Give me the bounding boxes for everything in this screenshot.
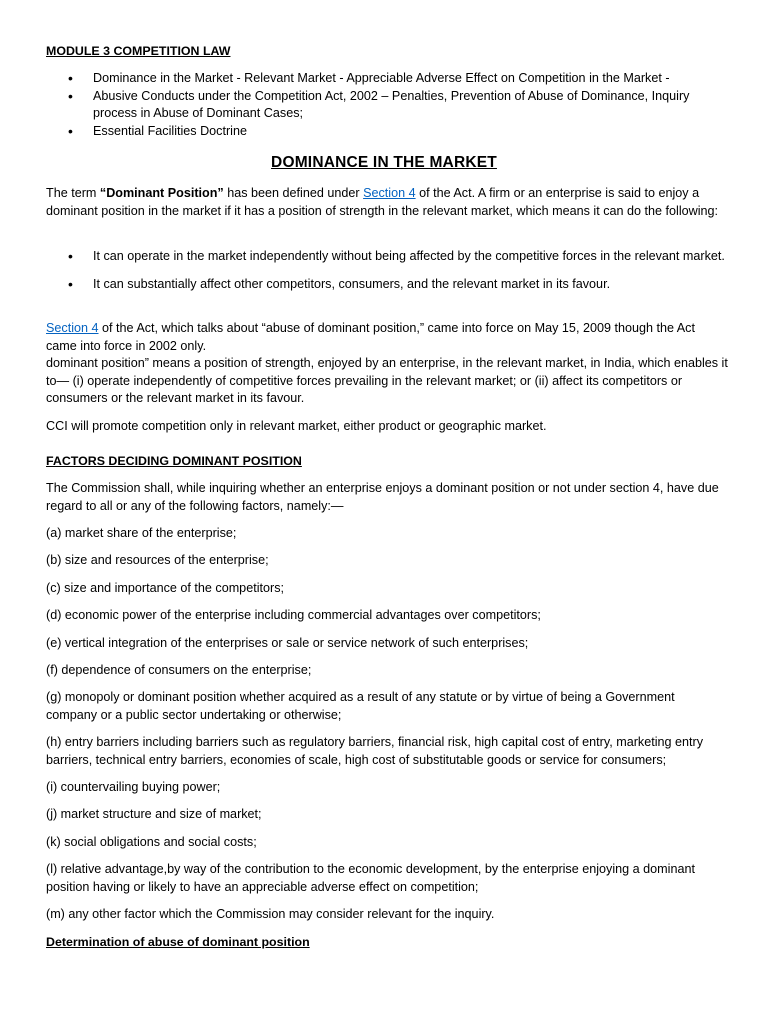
factor-item: (c) size and importance of the competitors;	[46, 581, 284, 595]
dominant-position-definition: dominant position” means a position of strength, enjoyed by an enterprise, in the relevant market, in India, which enables it to— (i) operate independently of competitive forces prevailing in the relevant market; or (ii) affect its competitors or consumers or the relevant market in its favour.	[46, 356, 728, 405]
intro-paragraph	[46, 185, 728, 220]
section-title: DOMINANCE IN THE MARKET	[271, 154, 497, 171]
cci-paragraph: CCI will promote competition only in relevant market, either product or geographic market.	[46, 419, 547, 433]
factor-item: (k) social obligations and social costs;	[46, 835, 257, 849]
factor-item: (j) market structure and size of market;	[46, 807, 262, 821]
dominant-position-term: “Dominant Position”	[99, 186, 224, 200]
intro-text: has been defined under	[223, 186, 364, 200]
list-item: • It can operate in the market independently without being affected by the competitive forces in the relevant market.	[46, 248, 728, 266]
factor-item: (e) vertical integration of the enterprises or sale or service network of such enterprises;	[46, 636, 529, 650]
factor-item: (i) countervailing buying power;	[46, 780, 221, 794]
section-4-paragraph	[46, 320, 728, 408]
factor-item: (l) relative advantage,by way of the contribution to the economic development, by the enterprise enjoying a dominant position having or likely to have an appreciable adverse effect on competition;	[46, 862, 695, 894]
intro-text: of the Act. A firm or an enterprise is said to enjoy a dominant position in the market if it has a position of strength in the relevant market, which means it can do the following:	[46, 186, 719, 218]
section-4-link[interactable]: Section 4	[363, 186, 416, 200]
section-4-text: of the Act, which talks about “abuse of dominant position,” came into force on May 15, 2009 though the Act came into force in 2002 only.	[46, 321, 695, 353]
factor-item: (f) dependence of consumers on the enterprise;	[46, 663, 312, 677]
list-item: • Essential Facilities Doctrine	[46, 123, 728, 141]
factor-item: (d) economic power of the enterprise including commercial advantages over competitors;	[46, 608, 541, 622]
module-topics-list	[46, 70, 728, 140]
module-heading: MODULE 3 COMPETITION LAW	[46, 44, 231, 58]
dominance-abilities-list	[46, 248, 728, 293]
factors-intro: The Commission shall, while inquiring whether an enterprise enjoys a dominant position or not under section 4, have due regard to all or any of the following factors, namely:—	[46, 481, 719, 513]
list-item: • It can substantially affect other competitors, consumers, and the relevant market in its favour.	[46, 276, 728, 294]
list-item: • Dominance in the Market - Relevant Market - Appreciable Adverse Effect on Competition in the Market -	[46, 70, 728, 88]
factor-item: (b) size and resources of the enterprise;	[46, 553, 269, 567]
list-item: • Abusive Conducts under the Competition Act, 2002 – Penalties, Prevention of Abuse of Dominance, Inquiry process in Abuse of Dominant Cases;	[46, 88, 728, 123]
factor-item: (g) monopoly or dominant position whether acquired as a result of any statute or by virtue of being a Government company or a public sector undertaking or otherwise;	[46, 690, 675, 722]
section-4-link[interactable]: Section 4	[46, 321, 99, 335]
factor-item: (m) any other factor which the Commission may consider relevant for the inquiry.	[46, 907, 495, 921]
factors-heading: FACTORS DECIDING DOMINANT POSITION	[46, 454, 302, 468]
abuse-heading: Determination of abuse of dominant position	[46, 935, 310, 949]
factor-item: (h) entry barriers including barriers such as regulatory barriers, financial risk, high capital cost of entry, marketing entry barriers, technical entry barriers, economies of scale, high cost of substitutable goods or service for consumers;	[46, 735, 704, 767]
intro-text: The term	[46, 186, 100, 200]
factor-item: (a) market share of the enterprise;	[46, 526, 237, 540]
